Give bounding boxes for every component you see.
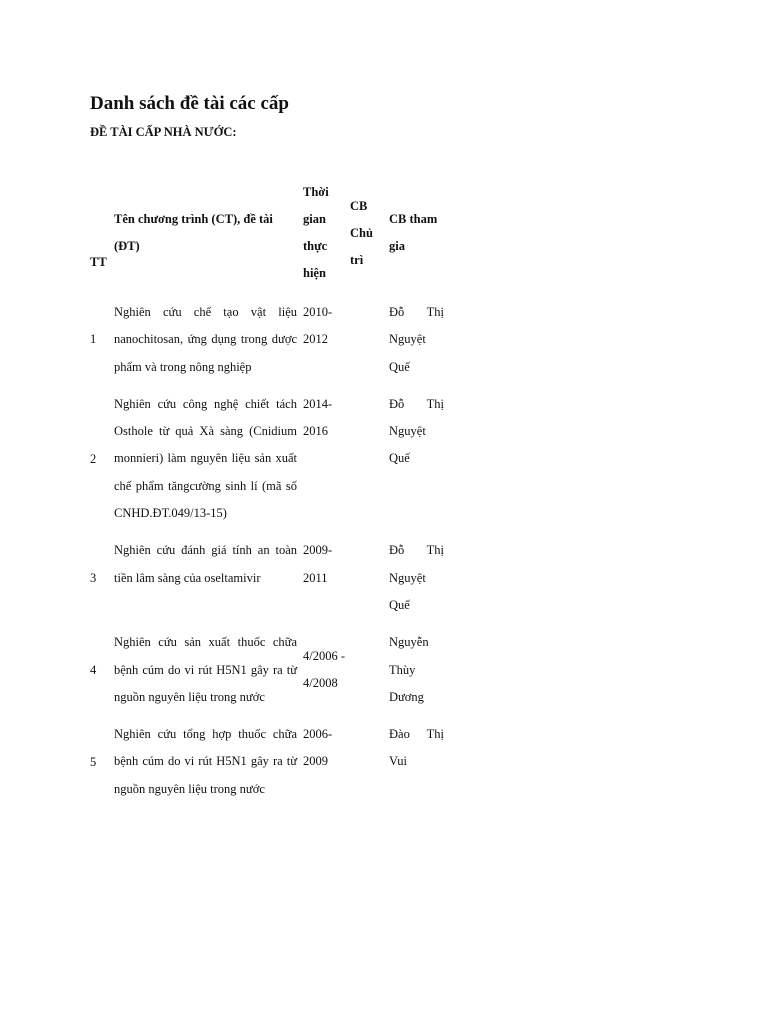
project-chu-tri	[350, 629, 389, 721]
section-heading: ĐỀ TÀI CẤP NHÀ NƯỚC:	[90, 125, 237, 139]
project-tham-gia: Đỗ Thị Nguyệt Quế	[389, 305, 444, 374]
project-time: 2006- 2009	[303, 727, 333, 769]
project-name: Nghiên cứu sản xuất thuốc chữa bệnh cúm do vi rút H5N1 gây ra từ nguồn nguyên liệu trong nước	[114, 635, 297, 704]
project-name: Nghiên cứu chế tạo vật liệu nanochitosan, ứng dụng trong dược phẩm và trong nông nghiệp	[114, 305, 297, 374]
table-header-row	[90, 176, 444, 299]
row-number: 1	[90, 332, 97, 347]
project-tham-gia: Nguyễn Thùy Dương	[389, 635, 429, 704]
header-name: Tên chương trình (CT), đề tài (ĐT)	[114, 212, 273, 253]
header-chu-tri: CB Chủ trì	[350, 198, 373, 267]
project-tham-gia: Đỗ Thị Nguyệt Quế	[389, 543, 444, 612]
project-time: 4/2006 - 4/2008	[303, 648, 346, 691]
table-row	[90, 629, 444, 721]
header-tham-gia: CB tham gia	[389, 212, 438, 253]
header-time: Thời gian thực hiện	[303, 185, 329, 280]
project-chu-tri	[350, 391, 389, 537]
project-name: Nghiên cứu tổng hợp thuốc chữa bệnh cúm do vi rút H5N1 gây ra từ nguồn nguyên liệu trong nước	[114, 727, 297, 796]
row-number: 5	[90, 754, 97, 769]
row-number: 3	[90, 570, 97, 585]
table-row	[90, 299, 444, 391]
row-number: 2	[90, 451, 97, 466]
project-tham-gia: Đào Thị Vui	[389, 727, 444, 769]
table-row	[90, 721, 444, 813]
project-time: 2009- 2011	[303, 543, 333, 585]
project-time: 2014- 2016	[303, 396, 333, 439]
project-name: Nghiên cứu công nghệ chiết tách Osthole từ quả Xà sàng (Cnidium monnieri) làm nguyên liệu sản xuất chế phẩm tăngcường sinh lí (mã số CNHD.ĐT.049/13-15)	[114, 396, 297, 521]
projects-table	[90, 176, 444, 813]
project-name: Nghiên cứu đánh giá tính an toàn tiền lâm sàng của oseltamivir	[114, 543, 297, 585]
row-number: 4	[90, 662, 97, 677]
project-chu-tri	[350, 299, 389, 391]
project-chu-tri	[350, 721, 389, 813]
table-row	[90, 391, 444, 537]
document-title: Danh sách đề tài các cấp	[90, 93, 289, 114]
header-tt: TT	[90, 255, 107, 269]
project-chu-tri	[350, 537, 389, 629]
project-time: 2010- 2012	[303, 305, 333, 347]
table-row	[90, 537, 444, 629]
project-tham-gia: Đỗ Thị Nguyệt Quế	[389, 396, 444, 466]
